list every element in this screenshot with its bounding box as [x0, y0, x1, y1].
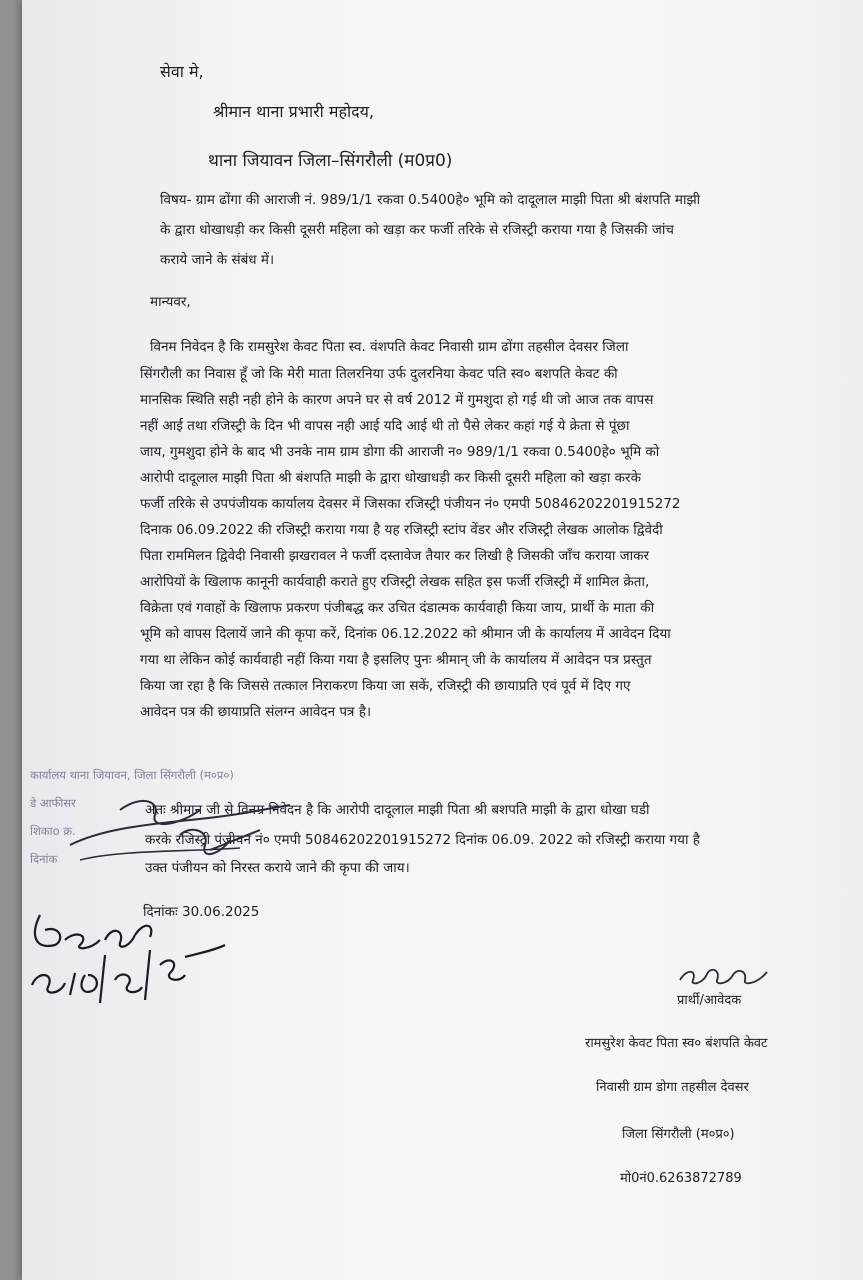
- conclusion-line: करके रजिस्ट्री पंजीयन नं० एमपी 50846202201915272 दिनांक 06.09. 2022 को रजिस्ट्री कराया गया है: [145, 832, 700, 848]
- body-line: फर्जी तरिके से उपपंजीयक कार्यालय देवसर में जिसका रजिस्ट्री पंजीयन नं० एमपी 50846202201915272: [140, 496, 681, 512]
- greeting: मान्यवर,: [150, 294, 191, 310]
- body-line: पिता राममिलन द्विवेदी निवासी झखरावल ने फर्जी दस्तावेज तैयार कर लिखी है जिसकी जाँच कराया जाकर: [140, 548, 650, 564]
- body-line: सिंगरौली का निवास हूँ जो कि मेरी माता तिलरनिया उर्फ दुलरनिया केवट पति स्व० बशपति केवट की: [140, 366, 618, 382]
- applicant-role: प्रार्थी/आवेदक: [677, 993, 742, 1008]
- body-line: विनम निवेदन है कि रामसुरेश केवट पिता स्व. वंशपति केवट निवासी ग्राम ढोंगा तहसील देवसर जिला: [150, 339, 629, 355]
- conclusion-line: अतः श्रीमान जी से विनम्र निवेदन है कि आरोपी दादूलाल माझी पिता श्री बशपति माझी के द्वारा धोखा घडी: [145, 802, 650, 818]
- applicant-name: रामसुरेश केवट पिता स्व० बंशपति केवट: [585, 1036, 768, 1051]
- body-line: विक्रेता एवं गवाहों के खिलाफ प्रकरण पंजीबद्ध कर उचित दंडात्मक कार्यवाही किया जाय, प्रार्थी के माता की: [140, 600, 655, 616]
- stamp-office-line: कार्यालय थाना जियावन, जिला सिंगरौली (म०प्र०): [30, 768, 234, 782]
- applicant-address-1: निवासी ग्राम डोगा तहसील देवसर: [596, 1080, 749, 1095]
- subject-line-1: विषय- ग्राम ढोंगा की आराजी नं. 989/1/1 रकवा 0.5400हे० भूमि को दादूलाल माझी पिता श्री बंशपति माझी: [160, 192, 701, 208]
- stamp-complaint-no-line: शिकाo क्र.: [30, 824, 76, 838]
- stamp-officer-line: डे आफीसर: [30, 796, 76, 810]
- body-line: आरोपी दादूलाल माझी पिता श्री बंशपति माझी के द्वारा धोखाधड़ी कर किसी दूसरी महिला को खड़ा करके: [140, 470, 641, 486]
- applicant-address-2: जिला सिंगरौली (म०प्र०): [622, 1127, 735, 1142]
- handwritten-endorsement: [60, 790, 300, 880]
- body-line: मानसिक स्थिति सही नही होने के कारण अपने घर से वर्ष 2012 में गुमशुदा हो गई थी जो आज तक वापस: [140, 392, 654, 408]
- applicant-mobile: मो0नं0.6263872789: [620, 1171, 742, 1186]
- body-line: दिनाक 06.09.2022 की रजिस्ट्री कराया गया है यह रजिस्ट्री स्टांप वेंडर और रजिस्ट्री लेखक आलोक द्विवेदी: [140, 522, 663, 538]
- subject-line-2: के द्वारा धोखाधड़ी कर किसी दूसरी महिला को खड़ा कर फर्जी तरिके से रजिस्ट्री कराया गया है जिसकी जांच: [160, 222, 674, 238]
- received-handwritten-note: [20, 895, 230, 1005]
- salutation: सेवा मे,: [160, 62, 204, 81]
- body-line: गया था लेकिन कोई कार्यवाही नहीं किया गया है इसलिए पुनः श्रीमान् जी के कार्यालय में आवेदन पत्र प्रस्तुत: [140, 652, 652, 668]
- recipient-address: थाना जियावन जिला–सिंगरौली (म0प्र0): [208, 151, 453, 171]
- body-line: आवेदन पत्र की छायाप्रति संलग्न आवेदन पत्र है।: [140, 704, 372, 720]
- recipient-title: श्रीमान थाना प्रभारी महोदय,: [213, 102, 374, 121]
- subject-line-3: कराये जाने के संबंध में।: [160, 252, 275, 268]
- stamp-date-line: दिनांक: [30, 852, 58, 866]
- conclusion-line: उक्त पंजीयन को निरस्त कराये जाने की कृपा की जाय।: [145, 860, 410, 876]
- body-line: किया जा रहा है कि जिससे तत्काल निराकरण किया जा सकें, रजिस्ट्री की छायाप्रति एवं पूर्व में दिए गए: [140, 678, 631, 694]
- applicant-signature: [675, 960, 775, 990]
- body-line: भूमि को वापस दिलायें जाने की कृपा करें, दिनांक 06.12.2022 को श्रीमान जी के कार्यालय में आवेदन दिया: [140, 626, 671, 642]
- body-line: नहीं आई तथा रजिस्ट्री के दिन भी वापस नही आई यदि आई थी तो पैसे लेकर कहां गई ये क्रेता से पूंछा: [140, 418, 630, 434]
- body-line: जाय, गुमशुदा होने के बाद भी उनके नाम ग्राम डोगा की आराजी न० 989/1/1 रकवा 0.5400हे० भूमि को: [140, 444, 660, 460]
- body-line: आरोपियों के खिलाफ कानूनी कार्यवाही कराते हुए रजिस्ट्री लेखक सहित इस फर्जी रजिस्ट्री में शामिल क्रेता,: [140, 574, 650, 590]
- date-line: दिनांकः 30.06.2025: [143, 904, 260, 920]
